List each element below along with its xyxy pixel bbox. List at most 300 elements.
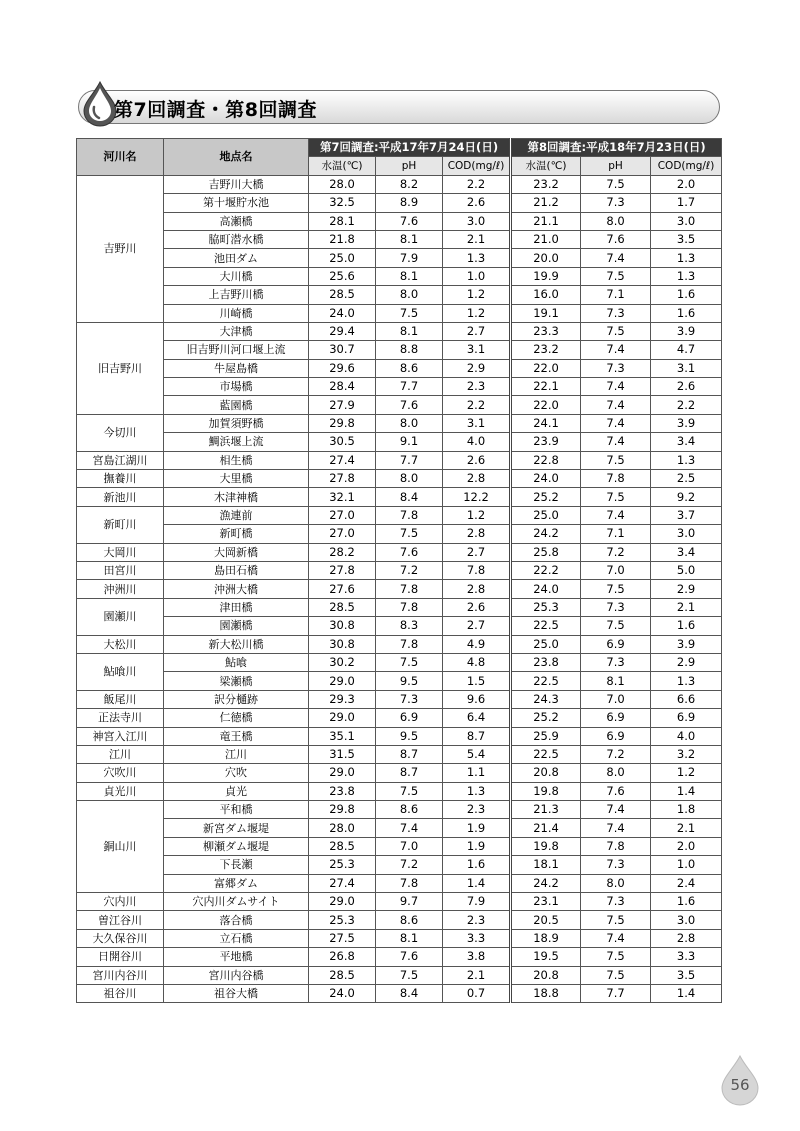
- s8-water-temp-cell: 23.3: [511, 322, 581, 340]
- table-row: [77, 948, 722, 966]
- s7-ph-cell: 7.5: [376, 525, 443, 543]
- table-row: [77, 230, 722, 248]
- s7-cod-cell: 1.3: [443, 782, 511, 800]
- site-name-cell: 新宮ダム堰堤: [164, 819, 309, 837]
- s8-cod-cell: 3.7: [651, 506, 722, 524]
- s7-ph-cell: 7.7: [376, 451, 443, 469]
- s7-cod-cell: 12.2: [443, 488, 511, 506]
- s7-cod-cell: 8.7: [443, 727, 511, 745]
- s8-cod-cell: 1.7: [651, 194, 722, 212]
- site-name-cell: 池田ダム: [164, 249, 309, 267]
- s7-water-temp-cell: 29.3: [309, 690, 376, 708]
- s7-water-temp-cell: 27.0: [309, 506, 376, 524]
- s7-ph-cell: 6.9: [376, 709, 443, 727]
- s7-ph-cell: 7.9: [376, 249, 443, 267]
- s8-water-temp-cell: 23.2: [511, 175, 581, 193]
- table-row: [77, 470, 722, 488]
- s7-water-temp-cell: 27.0: [309, 525, 376, 543]
- river-name-cell: 吉野川: [77, 175, 164, 322]
- table-row: [77, 635, 722, 653]
- s8-water-temp-cell: 20.0: [511, 249, 581, 267]
- s8-water-temp-cell: 22.0: [511, 396, 581, 414]
- river-name-cell: 神宮入江川: [77, 727, 164, 745]
- s7-water-temp-cell: 25.6: [309, 267, 376, 285]
- s7-water-temp-cell: 21.8: [309, 230, 376, 248]
- river-name-cell: 鮎喰川: [77, 653, 164, 690]
- s7-ph-cell: 7.8: [376, 580, 443, 598]
- s7-water-temp-cell: 29.6: [309, 359, 376, 377]
- s7-ph-cell: 7.6: [376, 396, 443, 414]
- s7-water-temp-cell: 28.0: [309, 819, 376, 837]
- s7-cod-cell: 2.1: [443, 230, 511, 248]
- s7-ph-cell: 8.1: [376, 929, 443, 947]
- river-name-cell: 園瀬川: [77, 598, 164, 635]
- table-row: [77, 286, 722, 304]
- s7-ph-cell: 8.6: [376, 801, 443, 819]
- table-row: [77, 801, 722, 819]
- river-name-cell: 銅山川: [77, 801, 164, 893]
- river-name-cell: 新池川: [77, 488, 164, 506]
- s8-ph-cell: 7.1: [581, 525, 651, 543]
- site-name-cell: 牛屋島橋: [164, 359, 309, 377]
- s8-cod-cell: 1.8: [651, 801, 722, 819]
- table-row: [77, 745, 722, 763]
- survey8-header: 第8回調査:平成18年7月23日(日): [511, 139, 722, 157]
- site-name-cell: 柳瀬ダム堰堤: [164, 837, 309, 855]
- s8-cod-cell: 3.2: [651, 745, 722, 763]
- s7-water-temp-cell: 30.7: [309, 341, 376, 359]
- river-name-cell: 田宮川: [77, 561, 164, 579]
- site-name-cell: 吉野川大橋: [164, 175, 309, 193]
- s7-cod-cell: 1.2: [443, 506, 511, 524]
- s8-ph-cell: 7.3: [581, 893, 651, 911]
- s7-cod-cell: 1.9: [443, 837, 511, 855]
- s8-cod-cell: 3.5: [651, 230, 722, 248]
- s8-ph-cell: 7.5: [581, 488, 651, 506]
- s8-ph-cell: 7.7: [581, 984, 651, 1002]
- site-name-cell: 上吉野川橋: [164, 286, 309, 304]
- s7-cod-cell: 3.8: [443, 948, 511, 966]
- s8-water-temp-cell: 22.5: [511, 745, 581, 763]
- s7-ph-cell: 8.8: [376, 341, 443, 359]
- site-name-cell: 仁徳橋: [164, 709, 309, 727]
- site-name-cell: 大岡新橋: [164, 543, 309, 561]
- table-row: [77, 506, 722, 524]
- s7-water-temp-cell: 29.0: [309, 764, 376, 782]
- s7-cod-cell: 2.8: [443, 525, 511, 543]
- s8-water-temp-cell: 25.2: [511, 488, 581, 506]
- s7-cod-cell: 7.9: [443, 893, 511, 911]
- s7-ph-cell: 8.7: [376, 745, 443, 763]
- s8-water-temp-cell: 21.0: [511, 230, 581, 248]
- s7-ph-cell: 7.2: [376, 561, 443, 579]
- s8-cod-cell: 4.0: [651, 727, 722, 745]
- s7-cod-cell: 2.3: [443, 801, 511, 819]
- s8-cod-cell: 1.6: [651, 304, 722, 322]
- table-row: [77, 782, 722, 800]
- s7-cod-cell: 1.4: [443, 874, 511, 892]
- s8-ph-cell: 7.5: [581, 451, 651, 469]
- s8-ph-cell: 7.4: [581, 801, 651, 819]
- s8-water-temp-cell: 20.5: [511, 911, 581, 929]
- site-name-cell: 漁連前: [164, 506, 309, 524]
- s8-cod-cell: 2.5: [651, 470, 722, 488]
- table-row: [77, 175, 722, 193]
- s8-ph-cell: 7.5: [581, 948, 651, 966]
- s7-cod-cell: 1.0: [443, 267, 511, 285]
- table-row: [77, 984, 722, 1002]
- s8-ph-cell: 7.6: [581, 782, 651, 800]
- s7-water-temp-cell: 32.5: [309, 194, 376, 212]
- table-row: [77, 874, 722, 892]
- table-row: [77, 433, 722, 451]
- s7-cod-cell: 2.7: [443, 617, 511, 635]
- s7-water-temp-cell: 23.8: [309, 782, 376, 800]
- river-name-cell: 沖洲川: [77, 580, 164, 598]
- s7-ph-cell: 7.0: [376, 837, 443, 855]
- s8-cod-cell: 1.0: [651, 856, 722, 874]
- s8-water-temp-cell: 21.2: [511, 194, 581, 212]
- s7-ph-cell: 7.5: [376, 304, 443, 322]
- table-row: [77, 525, 722, 543]
- s7-water-temp-cell: 29.0: [309, 672, 376, 690]
- s8-cod-cell: 3.4: [651, 543, 722, 561]
- site-name-cell: 大川橋: [164, 267, 309, 285]
- site-name-cell: 竜王橋: [164, 727, 309, 745]
- s7-cod-cell: 1.2: [443, 286, 511, 304]
- site-name-cell: 訳分樋跡: [164, 690, 309, 708]
- water-quality-table: [76, 138, 722, 1003]
- s8-ph-cell: 7.5: [581, 966, 651, 984]
- s7-water-temp-cell: 25.0: [309, 249, 376, 267]
- s7-water-temp-cell: 29.4: [309, 322, 376, 340]
- site-name-cell: 梁瀬橋: [164, 672, 309, 690]
- site-name-cell: 藍園橋: [164, 396, 309, 414]
- s8-water-temp-cell: 18.9: [511, 929, 581, 947]
- s7-water-temp-cell: 28.5: [309, 286, 376, 304]
- s8-water-temp-cell: 24.3: [511, 690, 581, 708]
- site-name-cell: 富郷ダム: [164, 874, 309, 892]
- s7-cod-cell: 1.5: [443, 672, 511, 690]
- s8-ph-cell: 8.0: [581, 764, 651, 782]
- s7-water-temp-cell: 29.0: [309, 709, 376, 727]
- table-row: [77, 488, 722, 506]
- s7-cod-cell: 2.7: [443, 322, 511, 340]
- s7-ph-cell: 7.5: [376, 653, 443, 671]
- s8-ph-cell: 7.0: [581, 561, 651, 579]
- site-name-cell: 祖谷大橋: [164, 984, 309, 1002]
- s7-water-temp-cell: 30.2: [309, 653, 376, 671]
- table-row: [77, 617, 722, 635]
- site-name-cell: 木津神橋: [164, 488, 309, 506]
- table-row: [77, 414, 722, 432]
- site-name-cell: 市場橋: [164, 378, 309, 396]
- river-name-cell: 穴内川: [77, 893, 164, 911]
- s8-cod-cell: 4.7: [651, 341, 722, 359]
- s7-ph-cell: 7.8: [376, 635, 443, 653]
- table-row: [77, 543, 722, 561]
- s7-ph-cell: 8.1: [376, 322, 443, 340]
- s7-cod-cell: 2.3: [443, 378, 511, 396]
- s8-water-temp-cell: 22.5: [511, 617, 581, 635]
- table-row: [77, 341, 722, 359]
- s7-water-temp-cell: 30.5: [309, 433, 376, 451]
- s8-ph-cell: 6.9: [581, 727, 651, 745]
- river-name-cell: 正法寺川: [77, 709, 164, 727]
- s7-ph-header: pH: [376, 157, 443, 175]
- s8-ph-cell: 6.9: [581, 709, 651, 727]
- s7-cod-cell: 2.7: [443, 543, 511, 561]
- s8-water-temp-cell: 25.0: [511, 506, 581, 524]
- s7-ph-cell: 8.0: [376, 414, 443, 432]
- s8-cod-cell: 2.9: [651, 580, 722, 598]
- s7-water-temp-cell: 30.8: [309, 617, 376, 635]
- site-name-cell: 大里橋: [164, 470, 309, 488]
- s7-ph-cell: 8.9: [376, 194, 443, 212]
- s8-ph-cell: 7.4: [581, 414, 651, 432]
- s8-cod-cell: 2.0: [651, 175, 722, 193]
- s8-ph-cell: 7.5: [581, 617, 651, 635]
- s7-cod-cell: 1.3: [443, 249, 511, 267]
- s8-ph-cell: 7.4: [581, 341, 651, 359]
- s7-water-temp-cell: 29.8: [309, 801, 376, 819]
- s8-ph-cell: 7.4: [581, 929, 651, 947]
- site-name-cell: 江川: [164, 745, 309, 763]
- s8-water-temp-cell: 24.0: [511, 470, 581, 488]
- s8-cod-cell: 2.9: [651, 653, 722, 671]
- s8-water-temp-cell: 22.2: [511, 561, 581, 579]
- s8-water-temp-cell: 19.9: [511, 267, 581, 285]
- s8-ph-cell: 7.4: [581, 396, 651, 414]
- s8-cod-cell: 1.6: [651, 893, 722, 911]
- s8-water-temp-cell: 25.0: [511, 635, 581, 653]
- s7-ph-cell: 9.5: [376, 672, 443, 690]
- s7-cod-cell: 2.8: [443, 470, 511, 488]
- s8-water-temp-cell: 18.1: [511, 856, 581, 874]
- s8-ph-cell: 7.3: [581, 856, 651, 874]
- s8-water-temp-cell: 19.1: [511, 304, 581, 322]
- s8-cod-cell: 9.2: [651, 488, 722, 506]
- table-row: [77, 359, 722, 377]
- s7-ph-cell: 7.7: [376, 378, 443, 396]
- s8-water-temp-cell: 21.4: [511, 819, 581, 837]
- s8-cod-cell: 2.0: [651, 837, 722, 855]
- s7-ph-cell: 9.5: [376, 727, 443, 745]
- s7-cod-cell: 2.3: [443, 911, 511, 929]
- s8-water-temp-cell: 22.8: [511, 451, 581, 469]
- site-name-cell: 平地橋: [164, 948, 309, 966]
- table-row: [77, 304, 722, 322]
- site-name-cell: 貞光: [164, 782, 309, 800]
- s7-cod-cell: 0.7: [443, 984, 511, 1002]
- s8-ph-header: pH: [581, 157, 651, 175]
- river-name-cell: 貞光川: [77, 782, 164, 800]
- s8-cod-cell: 6.6: [651, 690, 722, 708]
- s8-cod-cell: 3.0: [651, 525, 722, 543]
- table-row: [77, 727, 722, 745]
- s8-cod-cell: 6.9: [651, 709, 722, 727]
- s8-water-temp-cell: 23.8: [511, 653, 581, 671]
- s8-water-temp-cell: 23.2: [511, 341, 581, 359]
- river-name-cell: 日開谷川: [77, 948, 164, 966]
- s7-cod-cell: 6.4: [443, 709, 511, 727]
- s8-cod-cell: 2.2: [651, 396, 722, 414]
- s8-cod-cell: 3.9: [651, 635, 722, 653]
- site-name-cell: 相生橋: [164, 451, 309, 469]
- site-name-cell: 鮎喰: [164, 653, 309, 671]
- s7-water-temp-cell: 24.0: [309, 984, 376, 1002]
- table-row: [77, 561, 722, 579]
- s7-water-temp-cell: 25.3: [309, 911, 376, 929]
- s8-ph-cell: 7.3: [581, 304, 651, 322]
- s7-water-temp-cell: 25.3: [309, 856, 376, 874]
- s8-cod-cell: 1.2: [651, 764, 722, 782]
- river-name-cell: 飯尾川: [77, 690, 164, 708]
- s8-cod-cell: 1.3: [651, 249, 722, 267]
- table-row: [77, 672, 722, 690]
- site-name-cell: 平和橋: [164, 801, 309, 819]
- s8-ph-cell: 7.0: [581, 690, 651, 708]
- s8-ph-cell: 7.4: [581, 249, 651, 267]
- s7-water-temp-cell: 24.0: [309, 304, 376, 322]
- s7-cod-cell: 2.2: [443, 175, 511, 193]
- s7-ph-cell: 7.8: [376, 506, 443, 524]
- s8-cod-cell: 3.1: [651, 359, 722, 377]
- s8-cod-cell: 3.0: [651, 212, 722, 230]
- site-name-cell: 穴内川ダムサイト: [164, 893, 309, 911]
- s7-cod-cell: 9.6: [443, 690, 511, 708]
- table-row: [77, 856, 722, 874]
- s7-ph-cell: 8.6: [376, 359, 443, 377]
- s8-cod-header: COD(mg/ℓ): [651, 157, 722, 175]
- river-name-cell: 撫養川: [77, 470, 164, 488]
- s8-ph-cell: 7.3: [581, 598, 651, 616]
- s8-water-temp-header: 水温(℃): [511, 157, 581, 175]
- river-name-header: 河川名: [77, 139, 164, 176]
- site-name-cell: 下長瀬: [164, 856, 309, 874]
- s7-cod-cell: 2.6: [443, 598, 511, 616]
- table-row: [77, 580, 722, 598]
- s7-cod-cell: 3.3: [443, 929, 511, 947]
- table-row: [77, 893, 722, 911]
- s7-cod-cell: 1.2: [443, 304, 511, 322]
- s7-water-temp-cell: 28.2: [309, 543, 376, 561]
- site-name-cell: 島田石橋: [164, 561, 309, 579]
- s7-cod-cell: 1.6: [443, 856, 511, 874]
- site-name-cell: 第十堰貯水池: [164, 194, 309, 212]
- s7-water-temp-cell: 27.8: [309, 561, 376, 579]
- s7-ph-cell: 8.3: [376, 617, 443, 635]
- s7-ph-cell: 7.6: [376, 212, 443, 230]
- s7-ph-cell: 7.5: [376, 966, 443, 984]
- s8-ph-cell: 7.4: [581, 433, 651, 451]
- s7-cod-cell: 2.2: [443, 396, 511, 414]
- site-name-cell: 新大松川橋: [164, 635, 309, 653]
- s7-cod-cell: 1.9: [443, 819, 511, 837]
- s7-ph-cell: 7.8: [376, 598, 443, 616]
- s7-ph-cell: 9.7: [376, 893, 443, 911]
- table-row: [77, 267, 722, 285]
- s7-water-temp-cell: 28.5: [309, 837, 376, 855]
- s8-cod-cell: 1.3: [651, 672, 722, 690]
- s8-cod-cell: 2.4: [651, 874, 722, 892]
- s8-cod-cell: 2.8: [651, 929, 722, 947]
- s7-water-temp-cell: 27.4: [309, 451, 376, 469]
- s8-water-temp-cell: 21.3: [511, 801, 581, 819]
- s8-water-temp-cell: 23.1: [511, 893, 581, 911]
- s8-ph-cell: 7.5: [581, 580, 651, 598]
- s7-water-temp-cell: 28.0: [309, 175, 376, 193]
- s8-water-temp-cell: 16.0: [511, 286, 581, 304]
- site-name-cell: 沖洲大橋: [164, 580, 309, 598]
- s8-ph-cell: 7.3: [581, 653, 651, 671]
- s8-ph-cell: 8.1: [581, 672, 651, 690]
- s7-ph-cell: 7.3: [376, 690, 443, 708]
- s8-cod-cell: 3.4: [651, 433, 722, 451]
- s8-water-temp-cell: 21.1: [511, 212, 581, 230]
- s8-water-temp-cell: 24.2: [511, 525, 581, 543]
- s7-ph-cell: 8.4: [376, 984, 443, 1002]
- table-row: [77, 212, 722, 230]
- s7-water-temp-cell: 31.5: [309, 745, 376, 763]
- s7-ph-cell: 7.2: [376, 856, 443, 874]
- s8-ph-cell: 6.9: [581, 635, 651, 653]
- river-name-cell: 大岡川: [77, 543, 164, 561]
- s8-cod-cell: 1.4: [651, 782, 722, 800]
- s7-cod-cell: 4.0: [443, 433, 511, 451]
- site-name-cell: 加賀須野橋: [164, 414, 309, 432]
- s8-cod-cell: 1.6: [651, 286, 722, 304]
- s7-cod-cell: 4.9: [443, 635, 511, 653]
- table-row: [77, 322, 722, 340]
- table-row: [77, 653, 722, 671]
- s8-water-temp-cell: 24.1: [511, 414, 581, 432]
- s8-water-temp-cell: 20.8: [511, 966, 581, 984]
- site-name-cell: 新町橋: [164, 525, 309, 543]
- site-name-cell: 大津橋: [164, 322, 309, 340]
- s7-water-temp-cell: 27.4: [309, 874, 376, 892]
- s8-cod-cell: 3.3: [651, 948, 722, 966]
- s7-cod-cell: 7.8: [443, 561, 511, 579]
- s8-cod-cell: 5.0: [651, 561, 722, 579]
- s7-ph-cell: 7.6: [376, 948, 443, 966]
- s7-ph-cell: 8.2: [376, 175, 443, 193]
- s7-water-temp-cell: 35.1: [309, 727, 376, 745]
- s7-ph-cell: 7.6: [376, 543, 443, 561]
- site-name-cell: 園瀬橋: [164, 617, 309, 635]
- page-number: 56: [730, 1076, 750, 1094]
- s8-water-temp-cell: 22.5: [511, 672, 581, 690]
- table-row: [77, 690, 722, 708]
- s7-cod-cell: 2.6: [443, 451, 511, 469]
- site-name-header: 地点名: [164, 139, 309, 176]
- s7-cod-cell: 3.1: [443, 341, 511, 359]
- page-title: 第7回調査・第8回調査: [114, 99, 317, 121]
- table-row: [77, 194, 722, 212]
- s7-cod-cell: 3.1: [443, 414, 511, 432]
- s8-ph-cell: 8.0: [581, 212, 651, 230]
- s8-ph-cell: 7.5: [581, 322, 651, 340]
- s8-ph-cell: 7.8: [581, 470, 651, 488]
- s7-ph-cell: 9.1: [376, 433, 443, 451]
- s8-cod-cell: 2.1: [651, 819, 722, 837]
- s8-ph-cell: 7.2: [581, 745, 651, 763]
- s8-ph-cell: 7.4: [581, 378, 651, 396]
- s8-water-temp-cell: 23.9: [511, 433, 581, 451]
- table-row: [77, 966, 722, 984]
- s7-ph-cell: 8.6: [376, 911, 443, 929]
- s7-cod-cell: 2.1: [443, 966, 511, 984]
